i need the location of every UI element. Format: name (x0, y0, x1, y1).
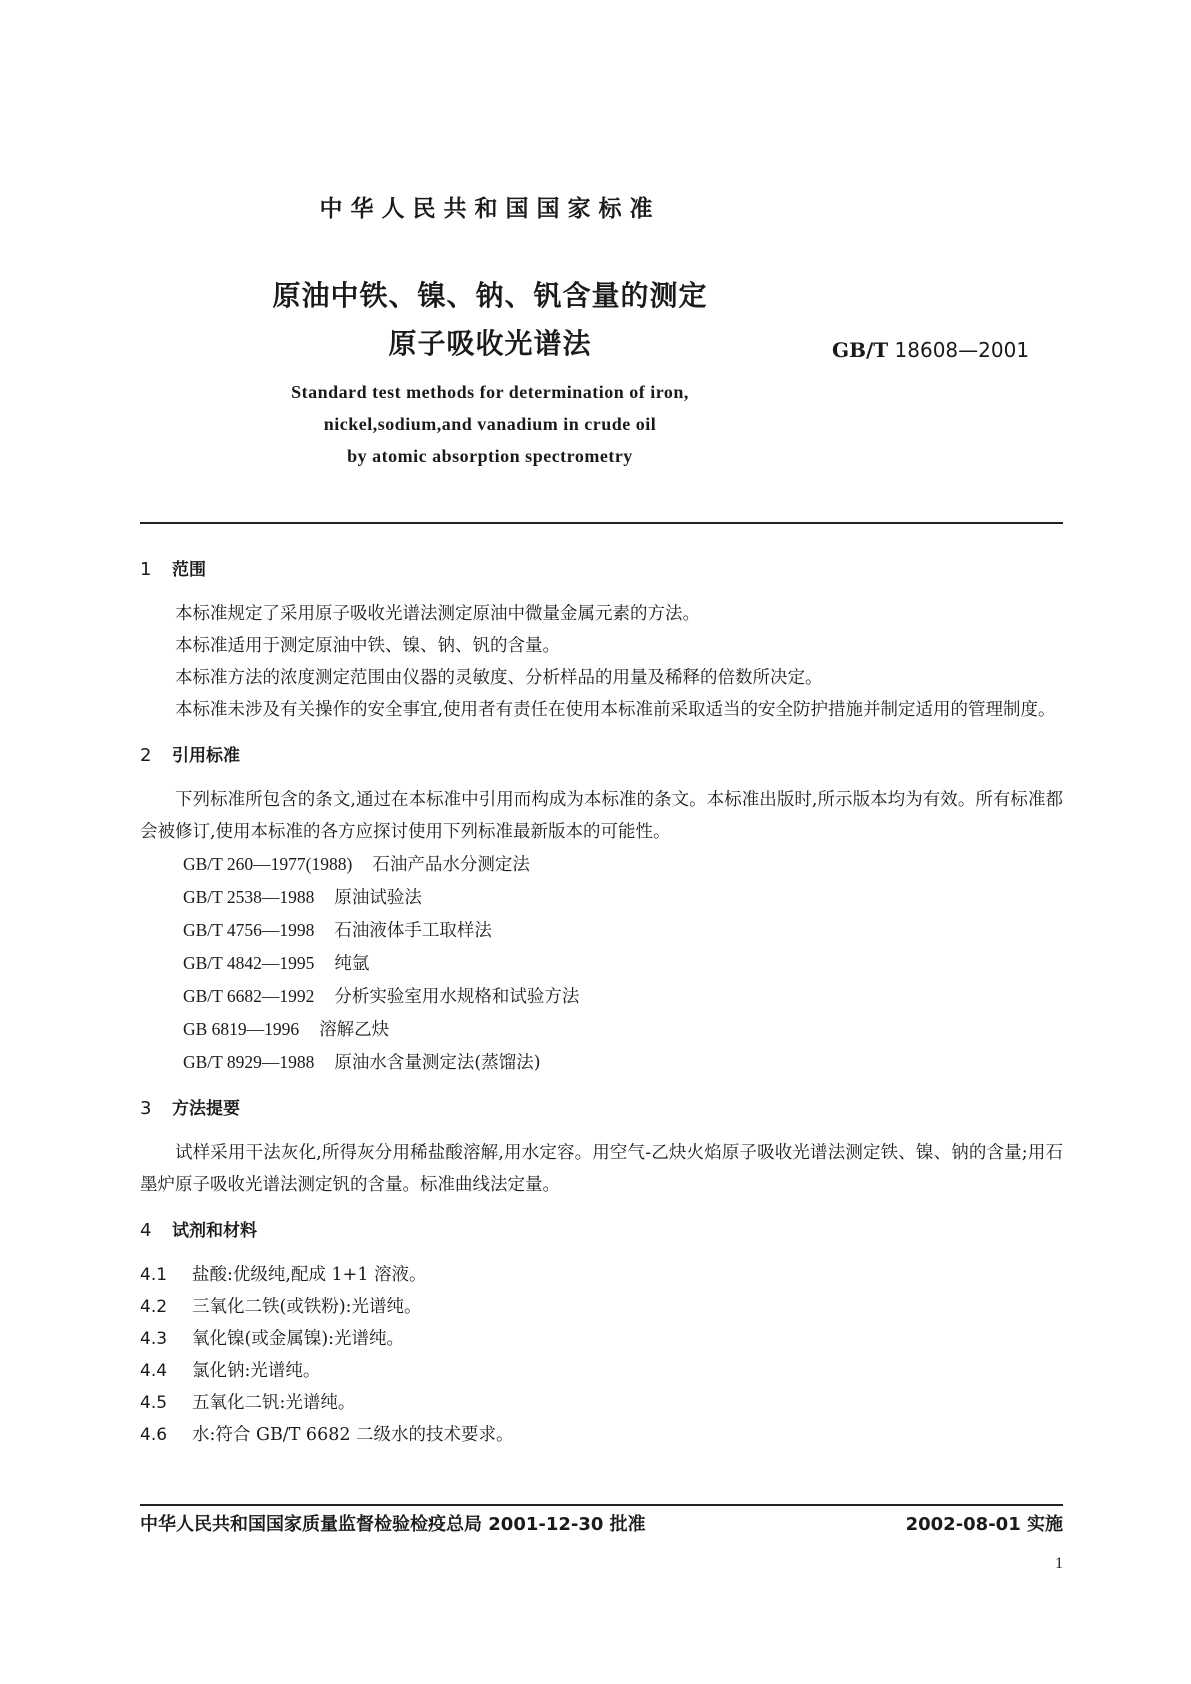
document-body (140, 540, 1063, 1451)
item-number: 4.4 (140, 1361, 168, 1381)
section-number: 3 (140, 1098, 152, 1119)
item-number: 4.1 (140, 1265, 168, 1285)
reference-item (140, 914, 1063, 947)
reagent-item (140, 1355, 1063, 1387)
reagent-item (140, 1323, 1063, 1355)
section-title: 试剂和材料 (172, 1221, 257, 1241)
title-en-line1: Standard test methods for determination of iron, (291, 382, 689, 402)
item-text: 氯化钠:光谱纯。 (192, 1361, 321, 1381)
approval-line: 中华人民共和国国家质量监督检验检疫总局 2001-12-30 批准 (140, 1514, 646, 1535)
section-title: 范围 (172, 560, 206, 580)
scope-paragraph: 本标准方法的浓度测定范围由仪器的灵敏度、分析样品的用量及稀释的倍数所决定。 (175, 668, 823, 688)
section-number: 1 (140, 559, 152, 580)
item-text: 五氧化二钒:光谱纯。 (192, 1393, 356, 1413)
section-number: 2 (140, 745, 152, 766)
reagent-item (140, 1291, 1063, 1323)
standard-code-number: 18608—2001 (894, 338, 1030, 362)
implementation-date: 2002-08-01 实施 (905, 1514, 1063, 1535)
title-en-line2: nickel,sodium,and vanadium in crude oil (323, 414, 657, 434)
section-title: 方法提要 (172, 1099, 240, 1119)
reference-code: GB/T 6682—1992 (183, 986, 315, 1006)
standard-code-prefix: GB/T (832, 338, 889, 362)
reference-title: 溶解乙炔 (319, 1020, 390, 1040)
section-title: 引用标准 (172, 746, 240, 766)
reference-title: 石油产品水分测定法 (372, 855, 530, 875)
reference-code: GB/T 260—1977(1988) (183, 854, 353, 874)
reference-code: GB 6819—1996 (183, 1019, 300, 1039)
footer-divider (140, 1504, 1063, 1506)
title-en-line3: by atomic absorption spectrometry (347, 446, 633, 466)
item-number: 4.6 (140, 1425, 168, 1445)
reference-code: GB/T 4842—1995 (183, 953, 315, 973)
reference-item (140, 881, 1063, 914)
page-number: 1 (1055, 1555, 1063, 1572)
item-text: 盐酸:优级纯,配成 1+1 溶液。 (192, 1265, 427, 1285)
method-summary-paragraph: 试样采用干法灰化,所得灰分用稀盐酸溶解,用水定容。用空气-乙炔火焰原子吸收光谱法测定铁、镍、钠的含量;用石墨炉原子吸收光谱法测定钒的含量。标准曲线法定量。 (140, 1143, 1063, 1195)
section-2-heading (140, 740, 1063, 772)
title-zh-line2: 原子吸收光谱法 (388, 327, 592, 360)
references-intro: 下列标准所包含的条文,通过在本标准中引用而构成为本标准的条文。本标准出版时,所示版本均为有效。所有标准都会被修订,使用本标准的各方应探讨使用下列标准最新版本的可能性。 (140, 790, 1063, 842)
reagent-item (140, 1387, 1063, 1419)
reference-code: GB/T 4756—1998 (183, 920, 315, 940)
scope-paragraph: 本标准适用于测定原油中铁、镍、钠、钒的含量。 (175, 636, 560, 656)
reference-item (140, 1013, 1063, 1046)
item-text: 氧化镍(或金属镍):光谱纯。 (192, 1329, 405, 1349)
reference-title: 分析实验室用水规格和试验方法 (334, 987, 580, 1007)
reference-code: GB/T 8929—1988 (183, 1052, 315, 1072)
reference-title: 原油水含量测定法(蒸馏法) (334, 1053, 541, 1073)
section-4-heading (140, 1215, 1063, 1247)
scope-paragraph: 本标准规定了采用原子吸收光谱法测定原油中微量金属元素的方法。 (175, 604, 700, 624)
reference-item (140, 848, 1063, 881)
reference-title: 石油液体手工取样法 (334, 921, 492, 941)
section-3-heading (140, 1093, 1063, 1125)
reference-title: 纯氩 (334, 954, 370, 974)
item-number: 4.5 (140, 1393, 168, 1413)
section-1-heading (140, 554, 1063, 586)
national-standard-heading: 中华人民共和国国家标准 (319, 196, 661, 222)
item-number: 4.3 (140, 1329, 168, 1349)
item-text: 水:符合 GB/T 6682 二级水的技术要求。 (192, 1425, 514, 1445)
reference-item (140, 947, 1063, 980)
item-text: 三氧化二铁(或铁粉):光谱纯。 (192, 1297, 422, 1317)
reference-title: 原油试验法 (334, 888, 422, 908)
reagent-item (140, 1259, 1063, 1291)
title-zh-line1: 原油中铁、镍、钠、钒含量的测定 (272, 279, 708, 312)
scope-paragraph: 本标准未涉及有关操作的安全事宜,使用者有责任在使用本标准前采取适当的安全防护措施并制定适用的管理制度。 (175, 700, 1056, 720)
header-divider (140, 522, 1063, 524)
standard-code (832, 338, 1029, 362)
reference-code: GB/T 2538—1988 (183, 887, 315, 907)
item-number: 4.2 (140, 1297, 168, 1317)
reagent-item (140, 1419, 1063, 1451)
reference-item (140, 980, 1063, 1013)
section-number: 4 (140, 1220, 152, 1241)
reference-item (140, 1046, 1063, 1079)
